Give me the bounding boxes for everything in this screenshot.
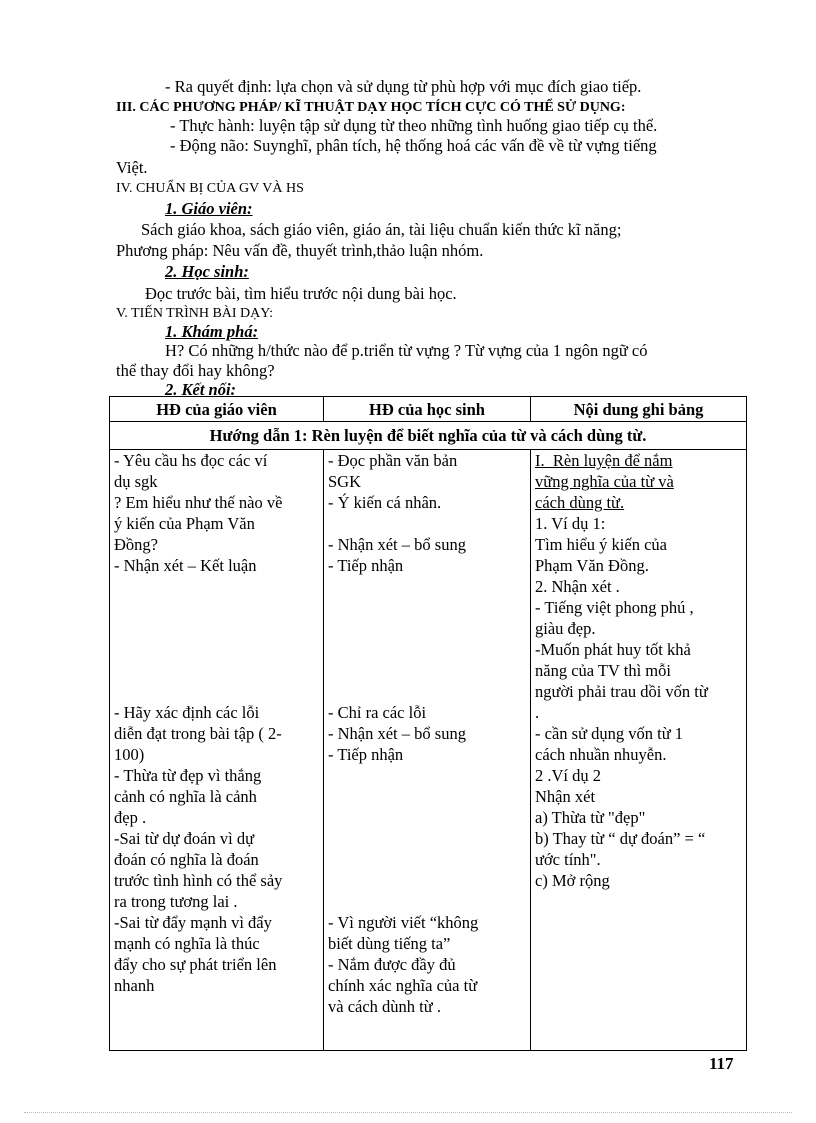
guide-title: Hướng dẫn 1: Rèn luyện để biết nghĩa của từ và cách dùng từ. [110, 422, 747, 450]
cell-line [114, 681, 319, 702]
cell-line: - cần sử dụng vốn từ 1 [535, 724, 684, 743]
cell-line: Tìm hiểu ý kiến của [535, 535, 667, 554]
cell-line: -Sai từ dự đoán vì dự [114, 829, 255, 848]
cell-line [328, 618, 526, 639]
cell-line: đoán có nghĩa là đoán [114, 850, 259, 869]
cell-line: dụ sgk [114, 472, 158, 491]
cell-line: a) Thừa từ "đẹp" [535, 808, 646, 827]
cell-line: - Tiếp nhận [328, 556, 404, 575]
cell-line: cảnh có nghĩa là cảnh [114, 787, 257, 806]
header-student: HĐ của học sinh [324, 397, 531, 422]
text-line: Việt. [116, 158, 148, 177]
text-line: Phương pháp: Nêu vấn đề, thuyết trình,thảo luận nhóm. [116, 241, 484, 260]
cell-line: mạnh có nghĩa là thúc [114, 934, 260, 953]
text-line: H? Có những h/thức nào để p.triển từ vựng ? Từ vựng của 1 ngôn ngữ có [165, 341, 648, 360]
cell-line [328, 660, 526, 681]
cell-line: đẩy cho sự phát triển lên [114, 955, 277, 974]
cell-line [328, 765, 526, 786]
header-teacher: HĐ của giáo viên [110, 397, 324, 422]
cell-line: diễn đạt trong bài tập ( 2- [114, 724, 282, 743]
cell-line: -Muốn phát huy tốt khả [535, 640, 691, 659]
guide-row [110, 422, 747, 450]
cell-line: nhanh [114, 976, 155, 995]
cell-line: - Vì người viết “không [328, 913, 479, 932]
cell-line: đẹp . [114, 808, 147, 827]
student-column [324, 450, 531, 1051]
cell-line [328, 513, 526, 534]
table-row [110, 450, 747, 1051]
cell-line: 2 .Ví dụ 2 [535, 766, 601, 785]
cell-line: SGK [328, 472, 362, 491]
cell-line: Nhận xét [535, 787, 596, 806]
cell-line: b) Thay từ “ dự đoán” = “ [535, 829, 706, 848]
text-line: Đọc trước bài, tìm hiểu trước nội dung bài học. [145, 284, 457, 303]
teacher-column [110, 450, 324, 1051]
section-heading-v: V. TIẾN TRÌNH BÀI DẠY: [116, 306, 273, 321]
cell-line: - Nhận xét – Kết luận [114, 556, 257, 575]
cell-line: - Hãy xác định các lỗi [114, 703, 260, 722]
cell-line: giàu đẹp. [535, 619, 596, 638]
cell-line: - Tiếp nhận [328, 745, 404, 764]
cell-line: 1. Ví dụ 1: [535, 514, 606, 533]
text-line: Sách giáo khoa, sách giáo viên, giáo án, tài liệu chuẩn kiến thức kĩ năng; [141, 220, 622, 239]
text-line: thể thay đổi hay không? [116, 361, 275, 380]
cell-line [328, 807, 526, 828]
cell-line: I. Rèn luyện để nắm [535, 451, 673, 470]
subheading-explore: 1. Khám phá: [165, 322, 259, 341]
cell-line [328, 891, 526, 912]
text-line: - Thực hành: luyện tập sử dụng từ theo những tình huống giao tiếp cụ thể. [170, 116, 658, 135]
cell-line: trước tình hình có thể sảy [114, 871, 283, 890]
cell-line: 100) [114, 745, 145, 764]
cell-line: -Sai từ đẩy mạnh vì đẩy [114, 913, 272, 932]
cell-line: - Tiếng việt phong phú , [535, 598, 694, 617]
cell-line: Đồng? [114, 535, 158, 554]
cell-line: ra trong tương lai . [114, 892, 238, 911]
cell-line: - Nhận xét – bổ sung [328, 535, 466, 554]
cell-line: - Nắm được đầy đủ [328, 955, 456, 974]
text-line: - Ra quyết định: lựa chọn và sử dụng từ phù hợp với mục đích giao tiếp. [165, 77, 642, 96]
cell-line: - Nhận xét – bổ sung [328, 724, 466, 743]
page-number: 117 [709, 1054, 734, 1073]
footer-divider [24, 1112, 792, 1113]
table-header-row [110, 397, 747, 422]
cell-line [114, 639, 319, 660]
text-line: - Động não: Suynghĩ, phân tích, hệ thống hoá các vấn đề về từ vựng tiếng [170, 136, 657, 155]
cell-line [114, 618, 319, 639]
cell-line: - Chỉ ra các lỗi [328, 703, 427, 722]
cell-line: . [535, 703, 540, 722]
cell-line: c) Mở rộng [535, 871, 610, 890]
header-board: Nội dung ghi bảng [531, 397, 747, 422]
cell-line [328, 597, 526, 618]
subheading-connect: 2. Kết nối: [165, 380, 237, 399]
section-heading-iv: IV. CHUẨN BỊ CỦA GV VÀ HS [116, 181, 304, 196]
cell-line [328, 786, 526, 807]
cell-line [328, 639, 526, 660]
cell-line: Phạm Văn Đồng. [535, 556, 649, 575]
board-column [531, 450, 747, 1051]
cell-line: cách dùng từ. [535, 493, 625, 512]
cell-line [114, 660, 319, 681]
cell-line [114, 576, 319, 597]
subheading-teacher: 1. Giáo viên: [165, 199, 253, 218]
cell-line: năng của TV thì mỗi [535, 661, 671, 680]
cell-line: - Ý kiến cá nhân. [328, 493, 442, 512]
lesson-table [109, 396, 747, 1051]
subheading-student: 2. Học sinh: [165, 262, 249, 281]
cell-line: vững nghĩa của từ và [535, 472, 674, 491]
cell-line: chính xác nghĩa của từ [328, 976, 478, 995]
cell-line: ý kiến của Phạm Văn [114, 514, 255, 533]
cell-line [328, 681, 526, 702]
cell-line: ? Em hiểu như thế nào về [114, 493, 283, 512]
cell-line: - Thừa từ đẹp vì thắng [114, 766, 262, 785]
section-heading-iii: III. CÁC PHƯƠNG PHÁP/ KĨ THUẬT DẠY HỌC TÍCH CỰC CÓ THỂ SỬ DỤNG: [116, 100, 626, 115]
cell-line [328, 576, 526, 597]
cell-line [114, 597, 319, 618]
cell-line: ước tính". [535, 850, 601, 869]
cell-line: biết dùng tiếng ta” [328, 934, 451, 953]
cell-line [328, 828, 526, 849]
cell-line [328, 849, 526, 870]
cell-line: và cách dùnh từ . [328, 997, 441, 1016]
cell-line [328, 870, 526, 891]
cell-line: - Yêu cầu hs đọc các ví [114, 451, 268, 470]
cell-line: người phải trau dồi vốn từ [535, 682, 708, 701]
cell-line: - Đọc phần văn bản [328, 451, 458, 470]
cell-line: 2. Nhận xét . [535, 577, 620, 596]
cell-line: cách nhuần nhuyễn. [535, 745, 667, 764]
